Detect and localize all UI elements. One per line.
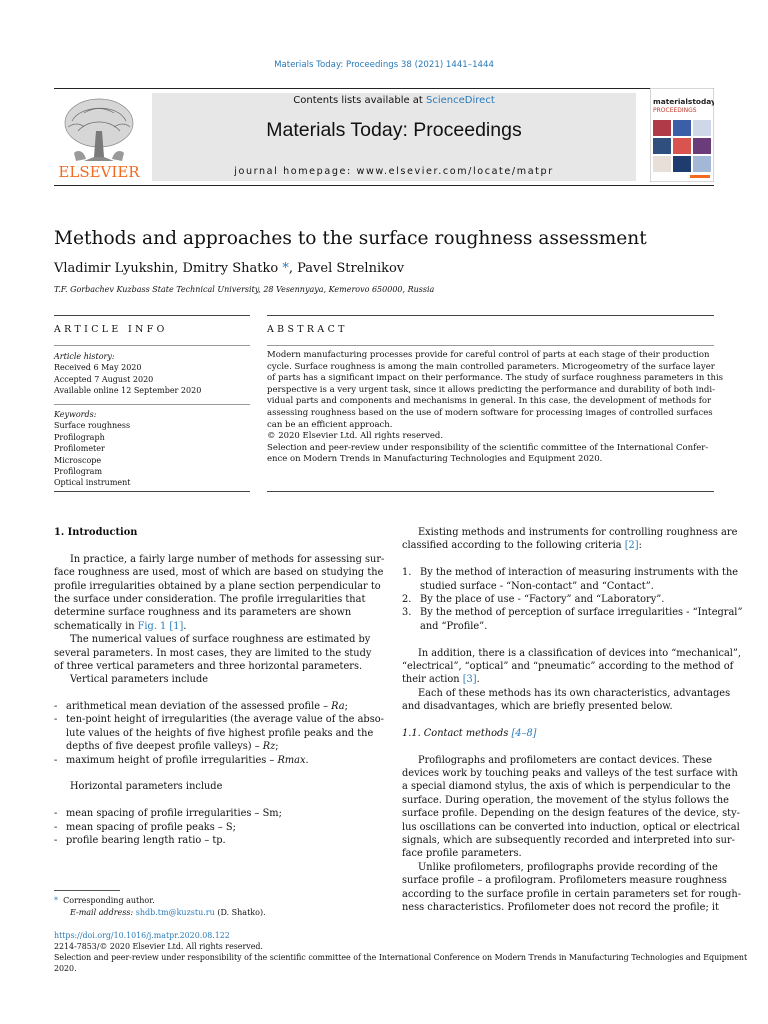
abstract-line: of parts has a significant impact on their performance. The study of surface roughness parameters in this (267, 373, 724, 384)
paragraph-line: devices work by touching peaks and valleys of the test surface with (402, 768, 738, 780)
contents-prefix: Contents lists available at (293, 95, 427, 106)
paragraph-line: The numerical values of surface roughness are estimated by (70, 634, 371, 646)
corresponding-author-mark[interactable]: * (278, 261, 289, 276)
abstract-top-rule (267, 315, 714, 316)
paragraph-line: In addition, there is a classification of devices into “mechanical”, (418, 647, 742, 659)
text-span: classified according to the following criteria (402, 540, 625, 552)
abstract-line: Selection and peer-review under responsibility of the scientific committee of the International Confer- (267, 442, 709, 453)
cover-subtitle: PROCEEDINGS (653, 107, 697, 114)
criteria-item (402, 593, 747, 606)
paragraph-line: Profilographs and profilometers are contact devices. These (418, 754, 713, 766)
abstract-line: ence on Modern Trends in Manufacturing Technologies and Equipment 2020. (267, 454, 603, 465)
contents-line (152, 95, 636, 106)
list-item (54, 754, 399, 767)
paragraph-line: signals, which are subsequently recorded and interpreted into sur- (402, 834, 735, 846)
text-span: maximum height of profile irregularities – (66, 754, 278, 766)
journal-cover-image (650, 88, 714, 182)
paragraph-line (54, 620, 399, 633)
text-span: ; (344, 701, 348, 713)
parameter-symbol: Ra (331, 701, 345, 713)
journal-homepage[interactable]: journal homepage: www.elsevier.com/locate/matpr (234, 166, 554, 177)
list-dash: - (54, 808, 58, 820)
article-title: Methods and approaches to the surface roughness assessment (54, 228, 647, 249)
keyword: Profilometer (54, 444, 105, 454)
paragraph-line: a special diamond stylus, the axis of which is perpendicular to the (402, 781, 731, 793)
issn-line: 2214-7853/© 2020 Elsevier Ltd. All rights reserved. (54, 942, 263, 951)
abstract-heading: ABSTRACT (267, 324, 348, 335)
paragraph-line: Horizontal parameters include (70, 781, 223, 793)
list-item-continued: lute values of the heights of five highest profile peaks and the (66, 727, 374, 739)
article-info-heading: ARTICLE INFO (54, 324, 168, 335)
list-item (54, 834, 399, 847)
left-column (54, 526, 399, 847)
email-label: E-mail address: (70, 908, 136, 918)
citation-link[interactable]: [4–8] (511, 727, 537, 739)
list-dash: - (54, 834, 58, 846)
text-span: 1.1. Contact methods (402, 727, 512, 739)
keywords-label: Keywords: (54, 410, 97, 419)
header-top-rule (54, 88, 714, 89)
keywords-block (54, 409, 250, 489)
paragraph-line: face profile parameters. (402, 848, 522, 860)
list-dash: - (54, 701, 58, 713)
paragraph-line: profile irregularities obtained by a plane section perpendicular to (54, 580, 381, 592)
text-span: mean spacing of profile peaks – S; (66, 821, 236, 833)
sciencedirect-link[interactable]: ScienceDirect (426, 95, 495, 106)
paragraph-line: “electrical”, “optical” and “pneumatic” according to the method of (402, 660, 734, 672)
parameter-symbol: Rz (262, 741, 276, 753)
paragraph-line: surface. During operation, the movement of the stylus follows the (402, 794, 729, 806)
text-span: : (638, 540, 642, 552)
subsection-heading-contact-methods (402, 727, 747, 740)
text-span: depths of five deepest profile valleys) – (66, 741, 263, 753)
text-span: ; (275, 741, 279, 753)
selection-line-end: 2020. (54, 964, 77, 973)
text-span: their action (402, 674, 463, 686)
citation-link[interactable]: [3] (462, 674, 477, 686)
abstract-line: assessing roughness based on the use of modern software for processing images of controlled surfaces (267, 407, 713, 418)
paragraph-line: face roughness are used, most of which are based on studying the (54, 567, 384, 579)
paragraph-line: ness characteristics. Profilometer does not record the profile; it (402, 901, 719, 913)
journal-title: Materials Today: Proceedings (266, 119, 522, 141)
criteria-item-continued: and “Profile”. (420, 620, 488, 632)
elsevier-tree-icon (54, 93, 144, 181)
paragraph-line: and disadvantages, which are briefly presented below. (402, 701, 673, 713)
email-link[interactable]: shdb.tm@kuzstu.ru (135, 908, 215, 918)
text-span: By the method of interaction of measuring instruments with the (420, 567, 739, 579)
criteria-item-continued: studied surface - “Non-contact” and “Contact”. (420, 580, 654, 592)
list-number: 1. (402, 567, 412, 579)
selection-line: Selection and peer-review under responsibility of the scientific committee of the International Conference on Modern Trends in Manufacturing Technologies and Equipment (54, 953, 748, 962)
list-item (54, 807, 399, 820)
list-item (54, 700, 399, 713)
paragraph-line: determine surface roughness and its parameters are shown (54, 607, 352, 619)
elsevier-wordmark: ELSEVIER (58, 163, 140, 181)
section-heading-introduction: 1. Introduction (54, 527, 138, 538)
list-number: 3. (402, 607, 412, 619)
received-date: Received 6 May 2020 (54, 363, 142, 373)
author-list (54, 261, 714, 276)
paragraph-line (402, 673, 747, 686)
text-span: schematically in (54, 620, 138, 632)
corresponding-note (54, 895, 384, 907)
cover-brand: materialstoday: (653, 97, 714, 106)
text-span: . (476, 674, 480, 686)
text-span: (D. Shatko). (214, 908, 266, 918)
publication-info (54, 930, 748, 974)
list-item (54, 713, 399, 726)
list-dash: - (54, 821, 58, 833)
text-span: mean spacing of profile irregularities – Sm; (66, 808, 282, 820)
article-history (54, 351, 250, 397)
footnote (54, 895, 384, 920)
right-column (402, 526, 747, 914)
paragraph-line: lus oscillations can be converted into induction, optical or electrical (402, 821, 740, 833)
abstract-bottom-rule (267, 491, 714, 492)
abstract-line: perspective is a very urgent task, since it allows predicting the performance and durability of both indi- (267, 384, 715, 395)
paragraph-line: Unlike profilometers, profilographs provide recording of the (418, 861, 718, 873)
paragraph-line: of three vertical parameters and three horizontal parameters. (54, 660, 363, 672)
doi-link[interactable]: https://doi.org/10.1016/j.matpr.2020.08.122 (54, 931, 230, 940)
list-dash: - (54, 714, 58, 726)
accepted-date: Accepted 7 August 2020 (54, 374, 154, 384)
paragraph-line (402, 539, 747, 552)
footnote-mark: * (54, 896, 58, 905)
text-span: By the method of perception of surface irregularities - “Integral” (420, 607, 743, 619)
text-span: By the place of use - “Factory” and “Laboratory”. (420, 593, 665, 605)
list-dash: - (54, 754, 58, 766)
email-note (54, 907, 384, 919)
copyright-line: © 2020 Elsevier Ltd. All rights reserved. (267, 431, 444, 442)
abstract-line: vidual parts and components and mechanisms in general. In this case, the development of methods for (267, 396, 712, 407)
paragraph-line: Existing methods and instruments for controlling roughness are (418, 527, 738, 538)
article-info-divider (54, 345, 250, 346)
paragraph-line: according to the surface profile in certain parameters set for rough- (402, 888, 742, 900)
paragraph-line: surface profile. Depending on the design features of the device, sty- (402, 808, 740, 820)
parameter-symbol: Rmax (277, 754, 306, 766)
paragraph-line: several parameters. In most cases, they are limited to the study (54, 647, 372, 659)
text-span: . (305, 754, 309, 766)
article-info-top-rule (54, 315, 250, 316)
keyword: Microscope (54, 455, 102, 465)
text-span: . (183, 620, 187, 632)
paragraph-line: Each of these methods has its own characteristics, advantages (418, 687, 731, 699)
footnote-rule (54, 890, 120, 891)
criteria-item (402, 606, 747, 619)
keyword: Profilograph (54, 432, 105, 442)
keyword: Surface roughness (54, 421, 131, 431)
elsevier-logo (54, 93, 144, 181)
online-date: Available online 12 September 2020 (54, 386, 202, 396)
history-label: Article history: (54, 352, 115, 361)
keywords-divider (54, 404, 250, 405)
text-span: ten-point height of irregularities (the average value of the abso- (66, 714, 384, 726)
list-item (54, 821, 399, 834)
keyword: Profilogram (54, 467, 103, 477)
list-item-continued (54, 740, 399, 753)
text-span: profile bearing length ratio – tp. (66, 834, 226, 846)
journal-cover-icon (650, 88, 714, 182)
paragraph-line: the surface under consideration. The profile irregularities that (54, 593, 366, 605)
abstract-line: cycle. Surface roughness is among the main controlled parameters. Microgeometry of the surface layer (267, 361, 715, 372)
abstract-line: can be an efficient approach. (267, 419, 393, 430)
criteria-item (402, 566, 747, 579)
affiliation: T.F. Gorbachev Kuzbass State Technical University, 28 Vesennyaya, Kemerovo 650000, Russia (54, 285, 435, 294)
authors-first: Vladimir Lyukshin, Dmitry Shatko (54, 261, 279, 276)
abstract-line: Modern manufacturing processes provide for careful control of parts at each stage of their production (267, 350, 710, 360)
paragraph-line: Vertical parameters include (70, 674, 209, 686)
journal-citation[interactable]: Materials Today: Proceedings 38 (2021) 1441–1444 (274, 60, 494, 70)
figure-reference-link[interactable]: Fig. 1 [1] (137, 620, 184, 632)
text-span: Corresponding author. (63, 896, 155, 905)
paragraph-line: surface profile – a profilogram. Profilometers measure roughness (402, 875, 727, 887)
authors-second: , Pavel Strelnikov (288, 261, 405, 276)
abstract-divider (267, 345, 714, 346)
abstract-text (267, 350, 727, 466)
paragraph-line: In practice, a fairly large number of methods for assessing sur- (70, 553, 385, 565)
keyword: Optical instrument (54, 478, 131, 488)
article-info-bottom-rule (54, 491, 250, 492)
citation-link[interactable]: [2] (624, 540, 639, 552)
text-span: arithmetical mean deviation of the assessed profile – (66, 701, 332, 713)
header-bottom-rule (54, 185, 714, 186)
list-number: 2. (402, 593, 412, 605)
